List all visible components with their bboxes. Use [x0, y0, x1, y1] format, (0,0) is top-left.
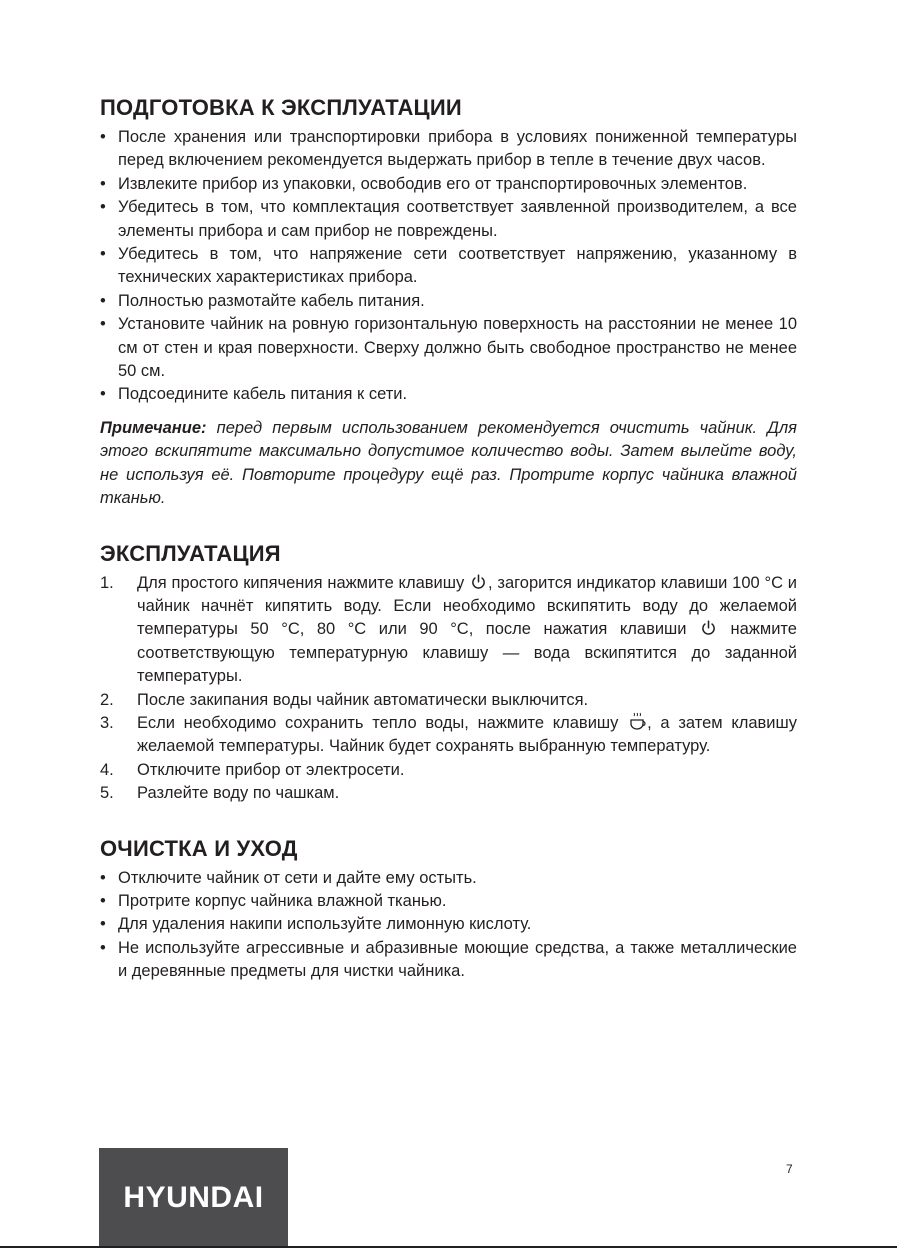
list-item: • Подсоедините кабель питания к сети.	[100, 383, 797, 406]
cleaning-list	[100, 867, 797, 984]
step-item	[100, 572, 797, 689]
keep-warm-cup-icon	[628, 712, 646, 732]
step-text: Отключите прибор от электросети.	[137, 760, 405, 779]
step-item	[100, 782, 797, 805]
step-text: Разлейте воду по чашкам.	[137, 784, 340, 803]
step-number: 4.	[100, 760, 114, 779]
step-item	[100, 712, 797, 759]
operation-steps	[100, 572, 797, 806]
list-item: • После хранения или транспортировки прибора в условиях пониженной температуры перед включением рекомендуется выдержать прибор в тепле в течение двух часов.	[100, 126, 797, 173]
list-item: • Для удаления накипи используйте лимонную кислоту.	[100, 913, 797, 936]
section-title-cleaning: ОЧИСТКА И УХОД	[100, 835, 298, 861]
page-number: 7	[786, 1162, 793, 1176]
step-text-part: , а затем клавишу желаемой температуры. Чайник будет сохранять выбранную температуру.	[137, 713, 797, 756]
list-item: • Убедитесь в том, что комплектация соответствует заявленной производителем, а все элементы прибора и сам прибор не повреждены.	[100, 196, 797, 243]
step-text-part: Если необходимо сохранить тепло воды, нажмите клавишу	[137, 713, 628, 732]
list-item: • Установите чайник на ровную горизонтальную поверхность на расстоянии не менее 10 см от стен и края поверхности. Сверху должно быть свободное пространство не менее 50 см.	[100, 313, 797, 383]
preparation-list	[100, 126, 797, 407]
step-text-part: , загорится индикатор клавиши 100 °C и чайник начнёт кипятить воду. Если необходимо вскипятить воду до желаемой температуры 50 °C, 80 °C или 90 °C, после нажатия клавиши	[137, 573, 798, 639]
note-text: перед первым использованием рекомендуется очистить чайник. Для этого вскипятите максимально допустимое количество воды. Затем вылейте воду, не используя её. Повторите процедуру ещё раз. Протрите корпус чайника влажной тканью.	[100, 418, 797, 508]
list-item: • Извлеките прибор из упаковки, освободив его от транспортировочных элементов.	[100, 173, 797, 196]
step-item	[100, 689, 797, 712]
brand-logo	[99, 1148, 288, 1248]
list-item: • Отключите чайник от сети и дайте ему остыть.	[100, 867, 797, 890]
note-label: Примечание:	[100, 418, 207, 437]
step-item	[100, 759, 797, 782]
step-number: 1.	[100, 573, 114, 592]
step-text-part: Для простого кипячения нажмите клавишу	[137, 573, 470, 592]
list-item: • Убедитесь в том, что напряжение сети соответствует напряжению, указанному в технических характеристиках прибора.	[100, 243, 797, 290]
power-icon	[471, 574, 486, 590]
step-text-part: нажмите соответствующую температурную клавишу — вода вскипятится до заданной температуры.	[137, 620, 797, 686]
list-item: • Полностью размотайте кабель питания.	[100, 290, 797, 313]
list-item: • Протрите корпус чайника влажной тканью.	[100, 890, 797, 913]
section-title-operation: ЭКСПЛУАТАЦИЯ	[100, 540, 281, 566]
brand-logo-text: HYUNDAI	[123, 1181, 264, 1214]
section-title-preparation: ПОДГОТОВКА К ЭКСПЛУАТАЦИИ	[100, 95, 462, 120]
list-item: • Не используйте агрессивные и абразивные моющие средства, а также металлические и деревянные предметы для чистки чайника.	[100, 937, 797, 984]
step-number: 2.	[100, 690, 114, 709]
manual-page	[100, 95, 797, 984]
power-icon	[701, 620, 716, 636]
step-number: 3.	[100, 713, 114, 732]
note-paragraph	[100, 417, 797, 511]
step-number: 5.	[100, 784, 114, 803]
step-text: После закипания воды чайник автоматически выключится.	[137, 690, 589, 709]
